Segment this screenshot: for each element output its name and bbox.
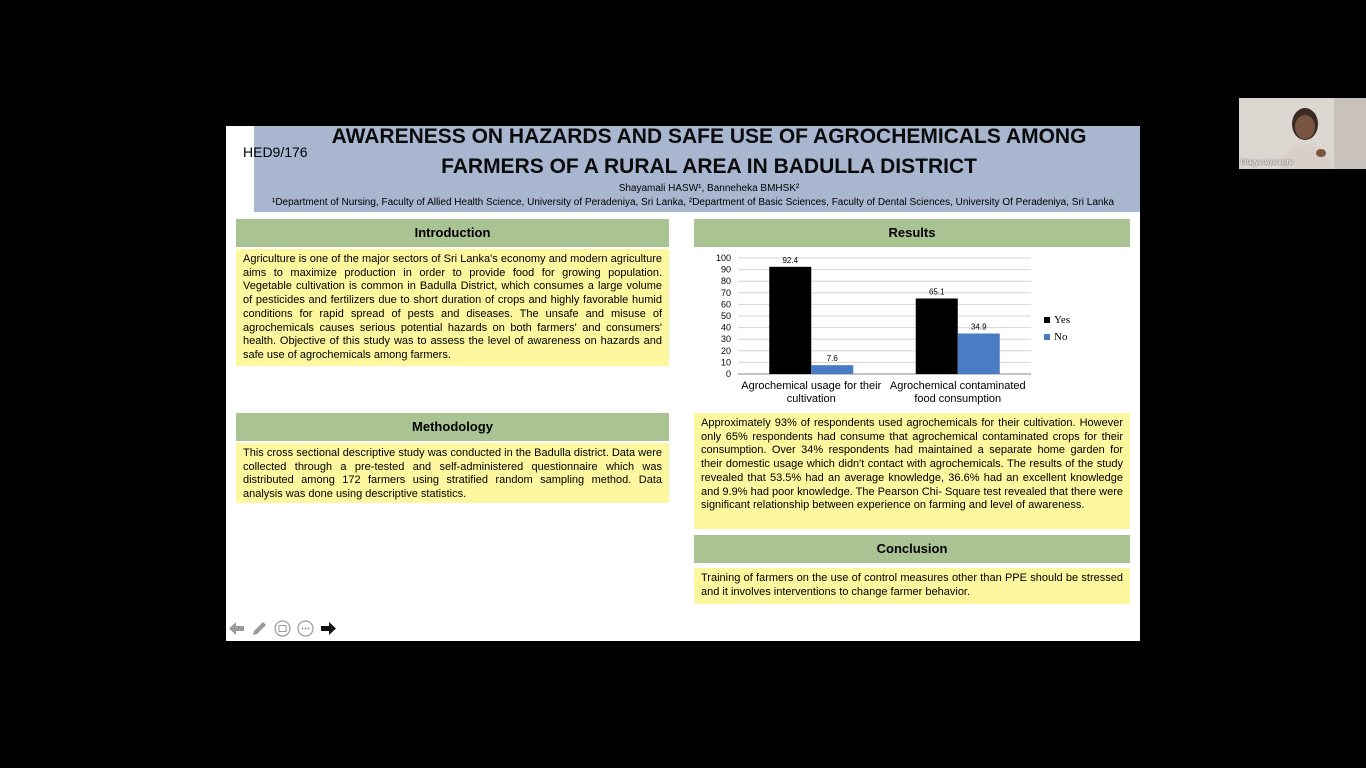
bar-chart: [696, 250, 1041, 410]
data-label: 65.1: [928, 287, 945, 297]
y-tick-label: 20: [720, 345, 731, 356]
bar-yes: [916, 298, 958, 374]
legend-label: No: [1054, 331, 1068, 343]
y-tick-label: 60: [720, 299, 731, 310]
pen-icon[interactable]: [251, 620, 268, 637]
data-label: 7.6: [826, 354, 838, 364]
y-tick-label: 30: [720, 334, 731, 345]
arrow-left-icon[interactable]: [228, 620, 245, 637]
y-tick-label: 90: [720, 264, 731, 275]
results-chart: [696, 250, 1041, 410]
y-tick-label: 0: [725, 369, 731, 379]
webcam-tile[interactable]: [1239, 98, 1366, 169]
conclusion-text: Training of farmers on the use of control measures other than PPE should be stressed and it involves interventions to change farmer behavior.: [694, 568, 1130, 604]
arrow-right-icon[interactable]: [320, 620, 337, 637]
title-line-1: AWARENESS ON HAZARDS AND SAFE USE OF AGROCHEMICALS AMONG: [331, 126, 1087, 148]
y-tick-label: 80: [720, 276, 731, 287]
presentation-slide: [226, 126, 1140, 641]
bar-no: [811, 365, 853, 374]
x-tick-label: Agrochemical usage for their: [741, 380, 882, 392]
participant-name: Bhagya Jayasinghe: [1241, 160, 1294, 166]
y-tick-label: 100: [715, 253, 731, 263]
x-tick-label: cultivation: [786, 393, 836, 405]
methodology-text: This cross sectional descriptive study was conducted in the Badulla district. Data were collected through a pre-tested and self-administered questionnaire which was distributed among 172 farmers using stratified random sampling method. Data analysis was done using descriptive statistics.: [236, 443, 669, 503]
legend-swatch: [1044, 334, 1050, 340]
data-label: 92.4: [782, 255, 799, 265]
authors: Shayamali HASW¹, Banneheka BMHSK²: [618, 183, 800, 194]
bar-yes: [769, 267, 811, 374]
conclusion-heading: Conclusion: [694, 535, 1130, 563]
methodology-heading: Methodology: [236, 413, 669, 441]
poster-id: HED9/176: [243, 144, 308, 160]
more-icon[interactable]: [297, 620, 314, 637]
x-tick-label: Agrochemical contaminated: [889, 380, 1026, 392]
chart-legend: [1044, 314, 1070, 348]
legend-label: Yes: [1054, 314, 1071, 326]
legend-item: [1044, 331, 1070, 343]
introduction-heading: Introduction: [236, 219, 669, 247]
bar-no: [958, 334, 1000, 374]
introduction-text: Agriculture is one of the major sectors of Sri Lanka's economy and modern agriculture aims to maximize production in order to provide food for growing population. Vegetable cultivation is common in Badulla District, which consumes a large volume of pesticides and fertilizers due to short duration of crops and highly favorable humid conditions for rapid spread of pests and diseases. The unsafe and misuse of agrochemicals causes serious potential hazards on both farmers' and consumers' health. Objective of this study was to assess the level of awareness on hazards and safe use of agrochemicals among farmers.: [236, 249, 669, 366]
participant-video: [1239, 98, 1366, 169]
y-tick-label: 40: [720, 322, 731, 333]
y-tick-label: 10: [720, 357, 731, 368]
x-tick-label: food consumption: [914, 393, 1002, 405]
y-tick-label: 50: [720, 311, 731, 321]
legend-swatch: [1044, 317, 1050, 323]
results-heading: Results: [694, 219, 1130, 247]
legend-item: [1044, 314, 1070, 326]
poster-title: [286, 126, 1132, 182]
affiliations: ¹Department of Nursing, Faculty of Allied Health Science, University of Peradeniya, Sri Lanka, ²Department of Basic Sciences, Faculty of Dental Sciences, University Of Peradeniya, Sri Lanka: [272, 197, 1115, 208]
slides-icon[interactable]: [274, 620, 291, 637]
results-text: Approximately 93% of respondents used agrochemicals for their cultivation. However only 65% respondents had consume that agrochemical contaminated crops for their consumption. Over 34% respondents had maintained a separate home garden for their domestic usage which didn't contact with agrochemicals. The results of the study revealed that 53.5% had an average knowledge, 36.6% had an excellent knowledge and 9.9% had poor knowledge. The Pearson Chi- Square test revealed that there were significant relationship between experience on farming and level of awareness.: [694, 413, 1130, 529]
data-label: 34.9: [970, 322, 987, 332]
title-line-2: FARMERS OF A RURAL AREA IN BADULLA DISTRICT: [441, 155, 977, 178]
slideshow-toolbar: [228, 620, 337, 637]
y-tick-label: 70: [720, 287, 731, 298]
